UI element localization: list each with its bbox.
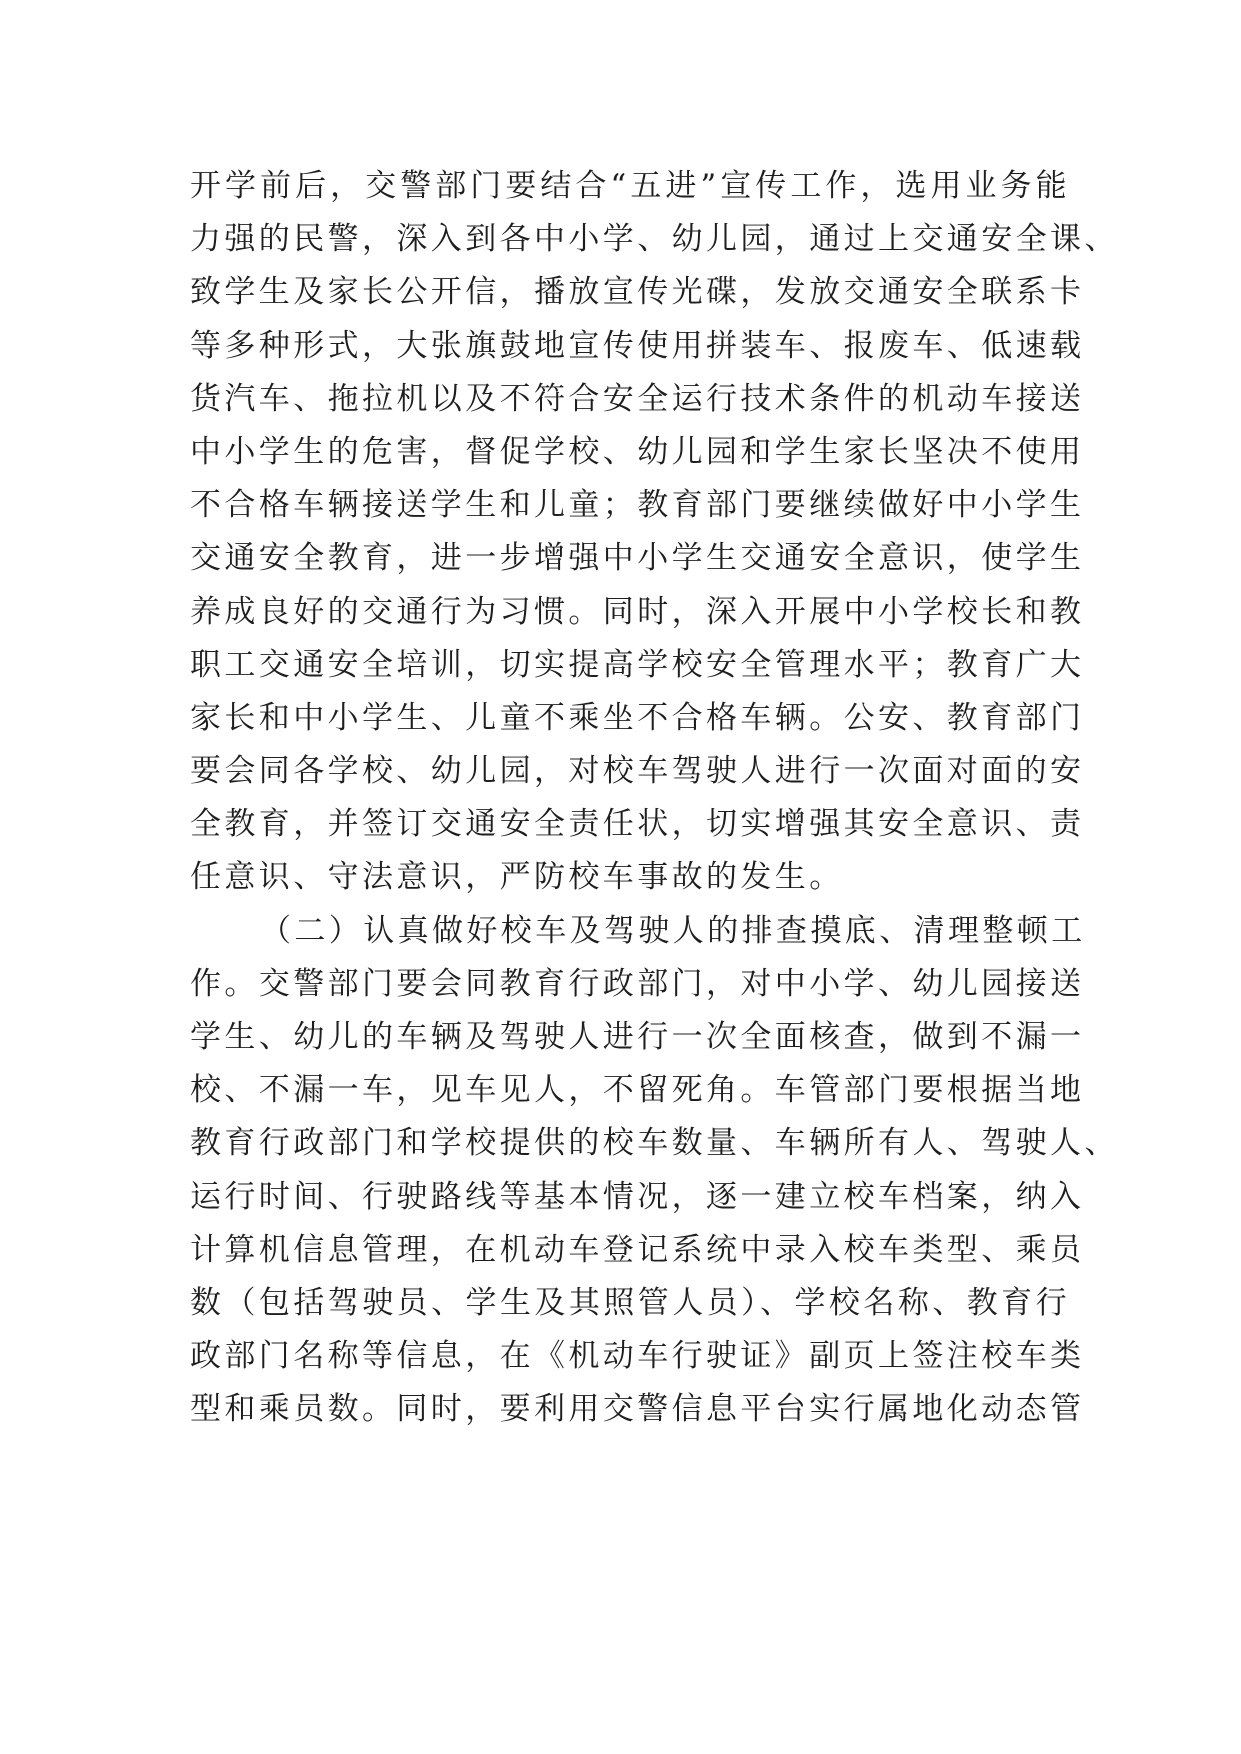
document-body	[190, 160, 1119, 1437]
text-line: 教育行政部门和学校提供的校车数量、车辆所有人、驾驶人、	[190, 1125, 1119, 1162]
text-line: 校、不漏一车，见车见人，不留死角。车管部门要根据当地	[190, 1072, 1085, 1109]
text-line: 家长和中小学生、儿童不乘坐不合格车辆。公安、教育部门	[190, 699, 1085, 736]
text-line: 运行时间、行驶路线等基本情况，逐一建立校车档案，纳入	[190, 1178, 1085, 1215]
text-line: 型和乘员数。同时，要利用交警信息平台实行属地化动态管	[190, 1391, 1085, 1428]
paragraph-2	[190, 905, 1119, 1437]
text-line: 等多种形式，大张旗鼓地宣传使用拼装车、报废车、低速载	[190, 327, 1085, 364]
text-line: 致学生及家长公开信，播放宣传光碟，发放交通安全联系卡	[190, 274, 1085, 311]
text-line: 交通安全教育，进一步增强中小学生交通安全意识，使学生	[190, 540, 1085, 577]
text-line: 要会同各学校、幼儿园，对校车驾驶人进行一次面对面的安	[190, 753, 1085, 790]
section-heading-line: （二）认真做好校车及驾驶人的排查摸底、清理整顿工	[260, 912, 1086, 949]
text-line: 任意识、守法意识，严防校车事故的发生。	[190, 859, 844, 896]
text-line: 养成良好的交通行为习惯。同时，深入开展中小学校长和教	[190, 593, 1085, 630]
text-line: 开学前后，交警部门要结合“五进”宣传工作，选用业务能	[190, 168, 1070, 204]
text-line: 力强的民警，深入到各中小学、幼儿园，通过上交通安全课、	[190, 221, 1119, 258]
text-line: 中小学生的危害，督促学校、幼儿园和学生家长坚决不使用	[190, 433, 1085, 470]
text-line: 不合格车辆接送学生和儿童；教育部门要继续做好中小学生	[190, 487, 1085, 524]
text-line: 作。交警部门要会同教育行政部门，对中小学、幼儿园接送	[190, 965, 1085, 1002]
text-line: 数（包括驾驶员、学生及其照管人员）、学校名称、教育行	[190, 1284, 1070, 1321]
text-line: 计算机信息管理，在机动车登记系统中录入校车类型、乘员	[190, 1231, 1085, 1268]
text-line: 职工交通安全培训，切实提高学校安全管理水平；教育广大	[190, 646, 1085, 683]
text-line: 全教育，并签订交通安全责任状，切实增强其安全意识、责	[190, 806, 1085, 843]
text-line: 货汽车、拖拉机以及不符合安全运行技术条件的机动车接送	[190, 380, 1085, 417]
text-line: 政部门名称等信息，在《机动车行驶证》副页上签注校车类	[190, 1338, 1085, 1375]
text-line: 学生、幼儿的车辆及驾驶人进行一次全面核查，做到不漏一	[190, 1019, 1085, 1055]
paragraph-1	[190, 160, 1119, 905]
